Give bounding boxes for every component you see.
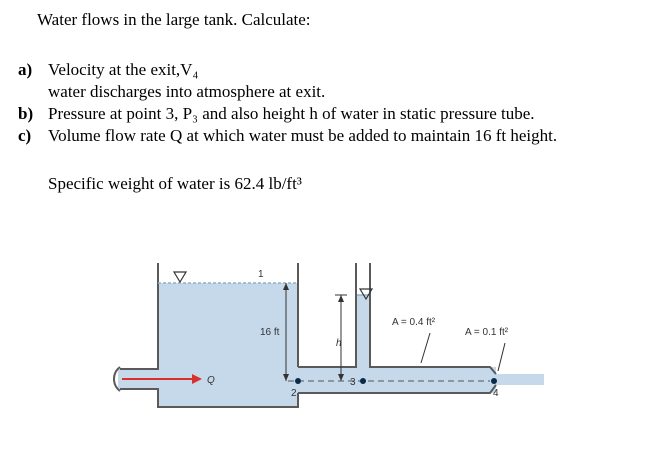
point-4-label: 4 — [493, 388, 499, 399]
point-4-marker — [491, 378, 497, 384]
height-label: 16 ft — [260, 327, 280, 338]
part-a-line-2: water discharges into atmosphere at exit. — [48, 82, 326, 101]
exit-jet — [496, 374, 544, 385]
part-a-line-1: Velocity at the exit,V₄ — [48, 60, 199, 79]
tank-diagram — [110, 255, 550, 435]
flow-label: Q — [207, 375, 215, 386]
outlet-pipe-water — [296, 367, 496, 393]
pipe-area-leader — [421, 333, 430, 363]
problem-intro: Water flows in the large tank. Calculate: — [37, 10, 311, 29]
h-arrow-top — [338, 295, 344, 302]
static-tube-water — [357, 295, 369, 369]
h-label: h — [336, 338, 342, 349]
part-c — [18, 126, 557, 146]
point-2-label: 2 — [291, 388, 297, 399]
part-c-label: c) — [18, 126, 32, 145]
tank-surface-symbol — [174, 272, 186, 282]
part-a — [18, 60, 198, 80]
part-b-label: b) — [18, 104, 34, 123]
part-b-line-1: Pressure at point 3, P₃ and also height h of water in static pressure tube. — [48, 104, 535, 123]
point-1-label: 1 — [258, 269, 264, 280]
exit-area-leader — [498, 343, 505, 371]
tank-water — [158, 283, 298, 408]
pipe-area-label: A = 0.4 ft² — [392, 317, 436, 328]
tank-left-wall — [120, 263, 158, 369]
outlet-pipe-top-left — [298, 263, 356, 367]
point-2-marker — [295, 378, 301, 384]
exit-area-label: A = 0.1 ft² — [465, 327, 509, 338]
point-3-label: 3 — [350, 377, 356, 388]
part-a-label: a) — [18, 60, 33, 79]
part-c-line-1: Volume flow rate Q at which water must be added to maintain 16 ft height. — [48, 126, 558, 145]
point-3-marker — [360, 378, 366, 384]
part-b — [18, 104, 535, 124]
given-specific-weight: Specific weight of water is 62.4 lb/ft³ — [48, 174, 302, 193]
